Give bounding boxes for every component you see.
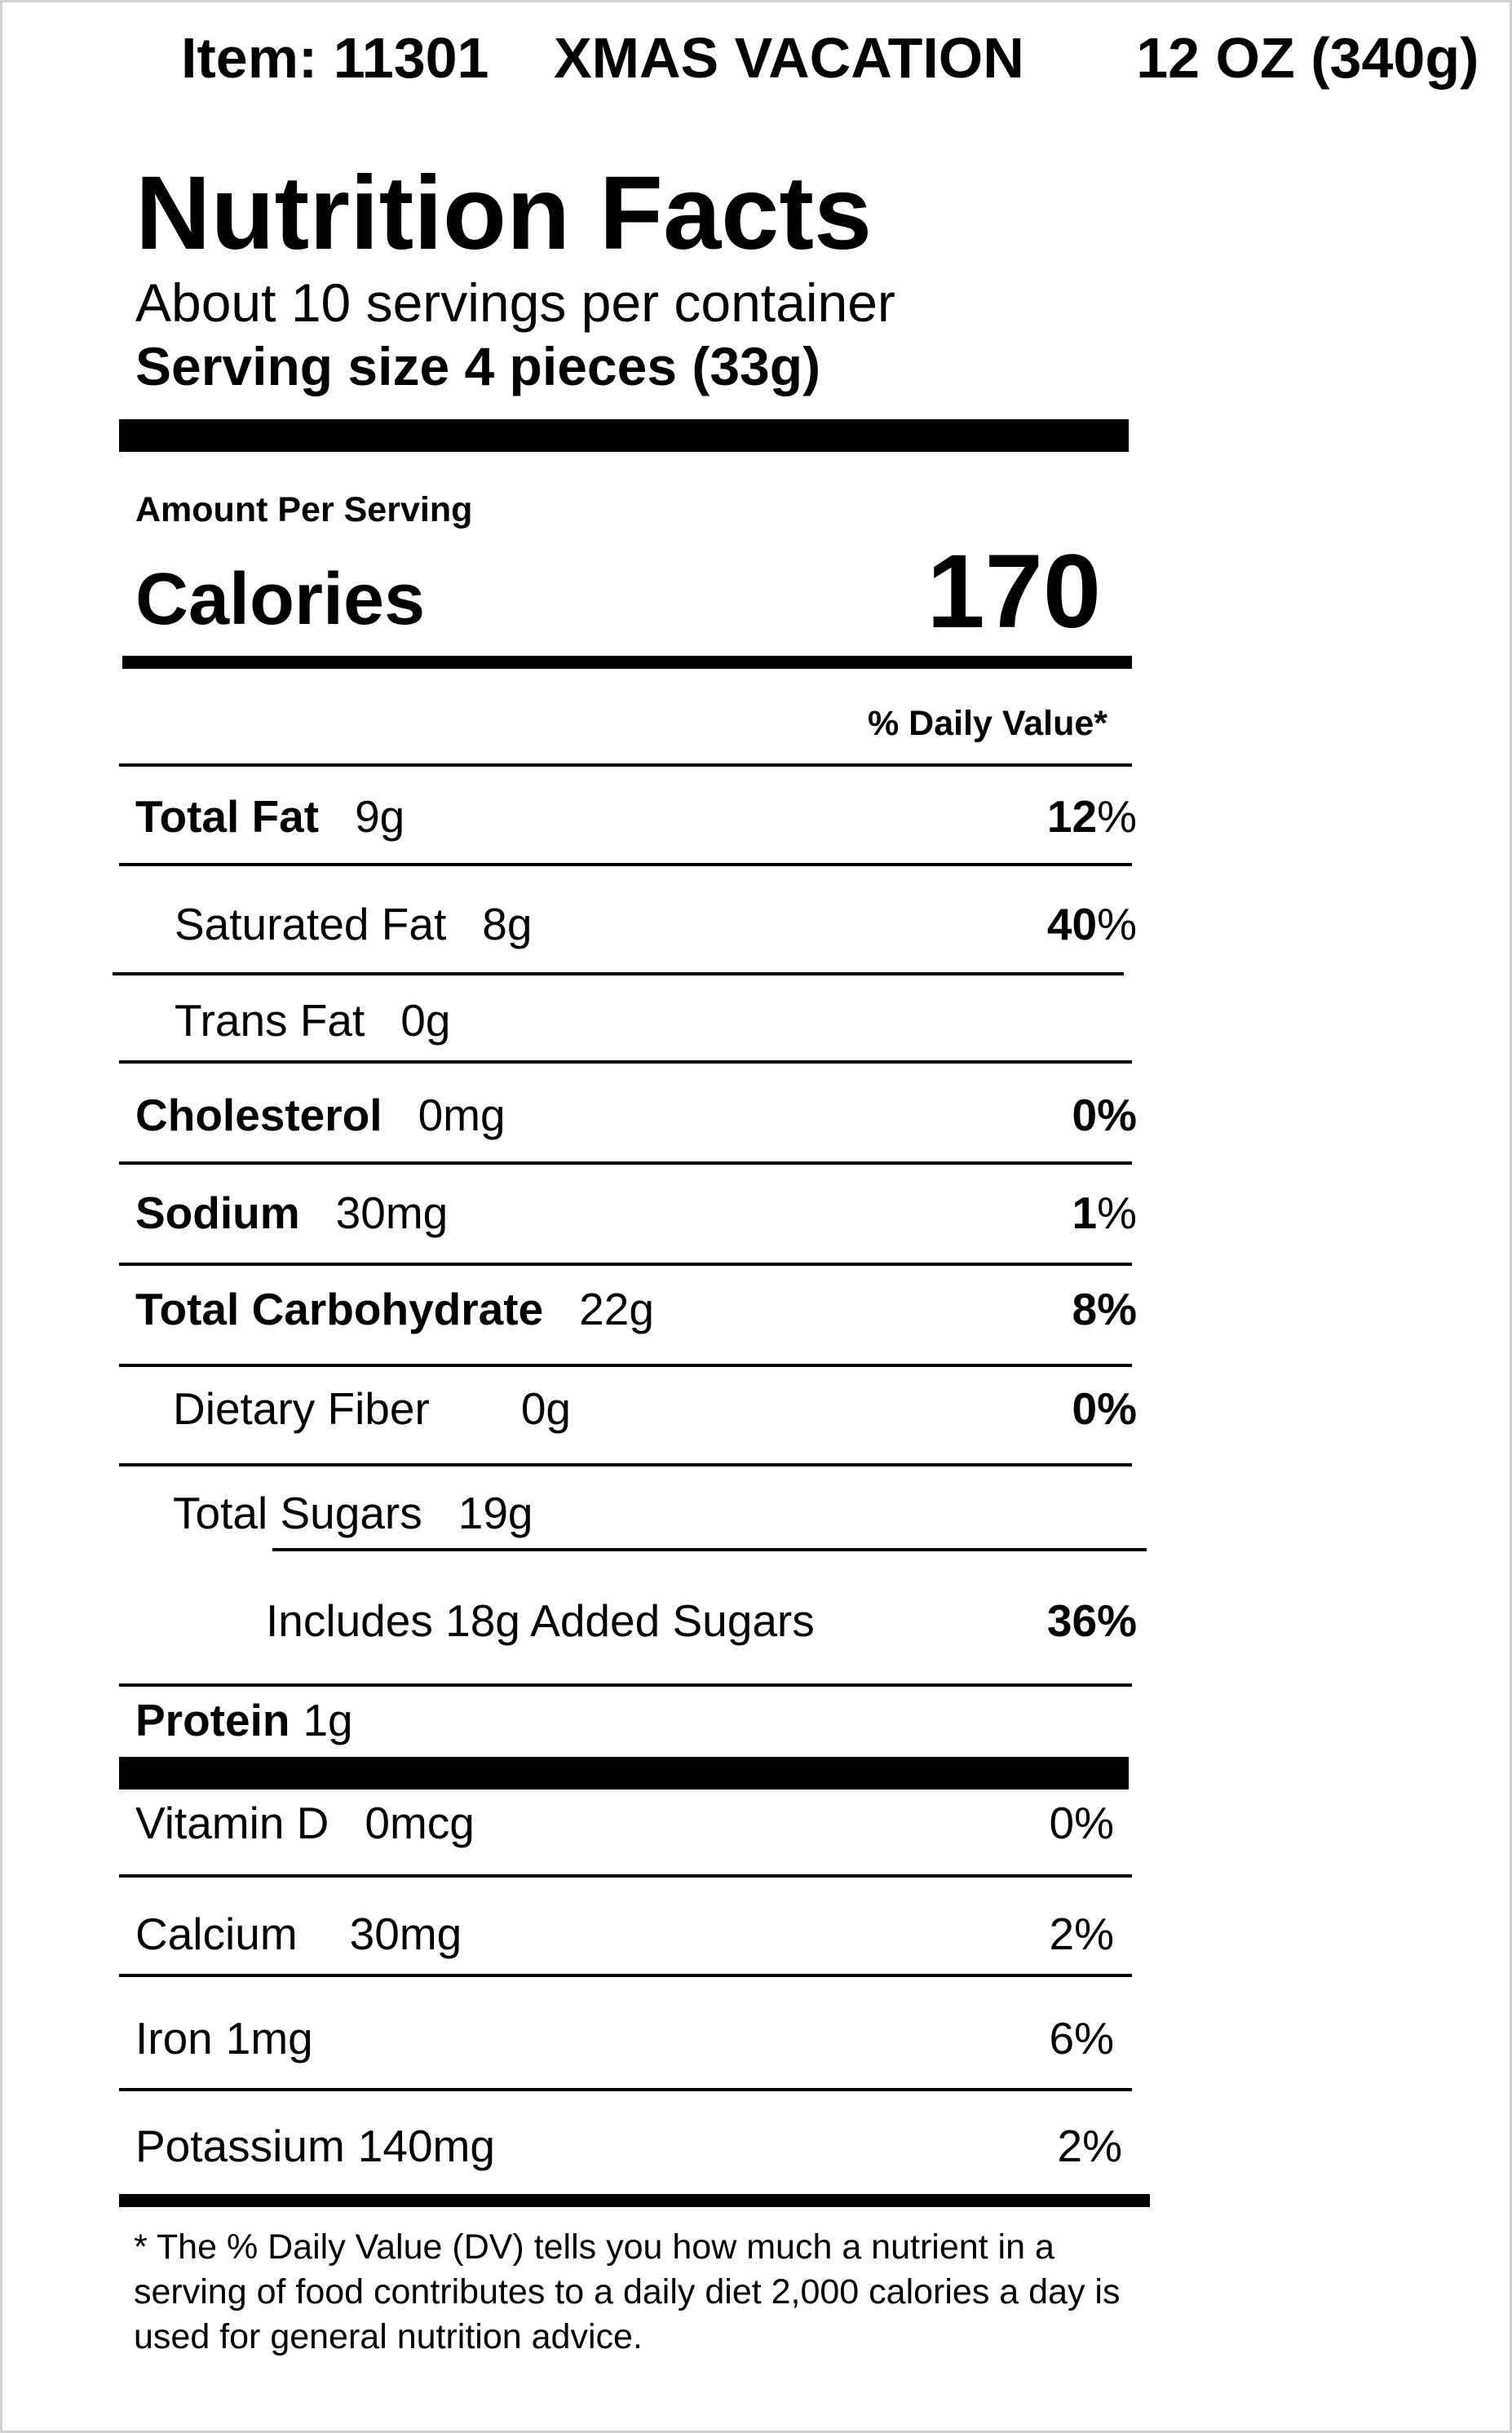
dv-total-fat: 12%	[1046, 791, 1137, 842]
vitamin-amount: 1mg	[225, 2013, 313, 2064]
nutrient-amount: 30mg	[335, 1188, 449, 1238]
item-number: Item: 11301	[181, 26, 489, 90]
nutrient-cholesterol	[135, 1090, 506, 1140]
nutrient-amount: 22g	[579, 1284, 654, 1334]
potassium	[135, 2121, 495, 2171]
daily-value-footnote: * The % Daily Value (DV) tells you how much a nutrient in a serving of food contributes to a daily diet 2,000 calories a day is used for general nutrition advice.	[134, 2227, 1121, 2356]
dv-cholesterol: 0%	[1072, 1090, 1137, 1140]
divider-indented	[272, 1548, 1147, 1551]
nutrient-name: Total Fat	[135, 791, 320, 842]
thick-divider-top	[119, 419, 1129, 452]
nutrient-total-fat	[135, 791, 405, 842]
servings-per-container: About 10 servings per container	[135, 272, 895, 333]
nutrient-saturated-fat	[175, 899, 533, 949]
medium-divider-calories	[122, 656, 1132, 669]
nutrient-name: Trans Fat	[175, 995, 365, 1046]
divider	[119, 863, 1132, 866]
nutrient-dietary-fiber	[173, 1383, 571, 1434]
dv-calcium: 2%	[1049, 1909, 1114, 1959]
nutrient-total-carbohydrate	[135, 1284, 654, 1334]
vitamin-name: Potassium	[135, 2121, 345, 2171]
amount-per-serving: Amount Per Serving	[135, 490, 473, 529]
divider	[119, 1060, 1132, 1064]
nutrient-added-sugars	[266, 1595, 815, 1646]
divider	[119, 1463, 1132, 1466]
vitamin-amount: 30mg	[349, 1909, 462, 1959]
dv-iron: 6%	[1049, 2013, 1114, 2064]
nutrient-sodium	[135, 1188, 449, 1238]
nutrient-name: Protein	[135, 1695, 290, 1745]
nutrient-name: Saturated Fat	[175, 899, 447, 949]
divider	[113, 972, 1124, 975]
dv-dietary-fiber: 0%	[1072, 1383, 1137, 1434]
dv-saturated-fat: 40%	[1046, 899, 1137, 949]
divider	[119, 1364, 1132, 1367]
nutrient-amount: 0g	[400, 995, 451, 1046]
dv-vitamin-d: 0%	[1049, 1798, 1114, 1848]
calories-value: 170	[926, 533, 1101, 650]
vitamin-amount: 140mg	[357, 2121, 495, 2171]
vitamin-name: Vitamin D	[135, 1798, 329, 1848]
dv-added-sugars: 36%	[1046, 1595, 1137, 1646]
nutrient-amount: 19g	[458, 1488, 533, 1538]
medium-divider-bottom	[119, 2194, 1150, 2207]
dv-potassium: 2%	[1057, 2121, 1122, 2171]
nutrient-total-sugars	[173, 1488, 533, 1538]
divider	[119, 2088, 1132, 2091]
item-name: XMAS VACATION	[553, 26, 1024, 90]
item-header	[181, 26, 1479, 90]
divider	[119, 763, 1132, 767]
dv-total-carbohydrate: 8%	[1072, 1284, 1137, 1334]
nutrient-name: Total Carbohydrate	[135, 1284, 544, 1334]
nutrient-amount: 1g	[303, 1695, 353, 1745]
divider	[119, 1683, 1132, 1687]
nutrient-protein	[135, 1695, 353, 1745]
divider	[119, 1974, 1132, 1977]
serving-size: Serving size 4 pieces (33g)	[135, 336, 821, 396]
vitamin-amount: 0mcg	[365, 1798, 475, 1848]
nutrient-name: Sodium	[135, 1188, 300, 1238]
iron	[135, 2013, 313, 2064]
nutrient-amount: 0g	[520, 1383, 571, 1434]
divider	[119, 1161, 1132, 1165]
vitamin-name: Iron	[135, 2013, 213, 2064]
nutrient-amount: 9g	[355, 791, 405, 842]
nutrient-name: Cholesterol	[135, 1090, 382, 1140]
item-size: 12 OZ (340g)	[1136, 26, 1479, 90]
divider	[119, 1263, 1132, 1266]
vitamin-name: Calcium	[135, 1909, 298, 1959]
nutrient-name: Includes 18g Added Sugars	[266, 1595, 815, 1646]
nutrition-facts-title: Nutrition Facts	[135, 155, 873, 272]
thick-divider-vitamins	[119, 1757, 1129, 1789]
nutrient-trans-fat	[175, 995, 451, 1046]
divider	[119, 1874, 1132, 1878]
nutrient-name: Total Sugars	[173, 1488, 422, 1538]
calcium	[135, 1909, 462, 1959]
daily-value-header: % Daily Value*	[868, 704, 1107, 743]
vitamin-d	[135, 1798, 475, 1848]
nutrient-amount: 8g	[482, 899, 533, 949]
dv-sodium: 1%	[1072, 1188, 1137, 1238]
nutrient-name: Dietary Fiber	[173, 1383, 430, 1434]
nutrient-amount: 0mg	[418, 1090, 506, 1140]
calories-label: Calories	[135, 559, 426, 640]
